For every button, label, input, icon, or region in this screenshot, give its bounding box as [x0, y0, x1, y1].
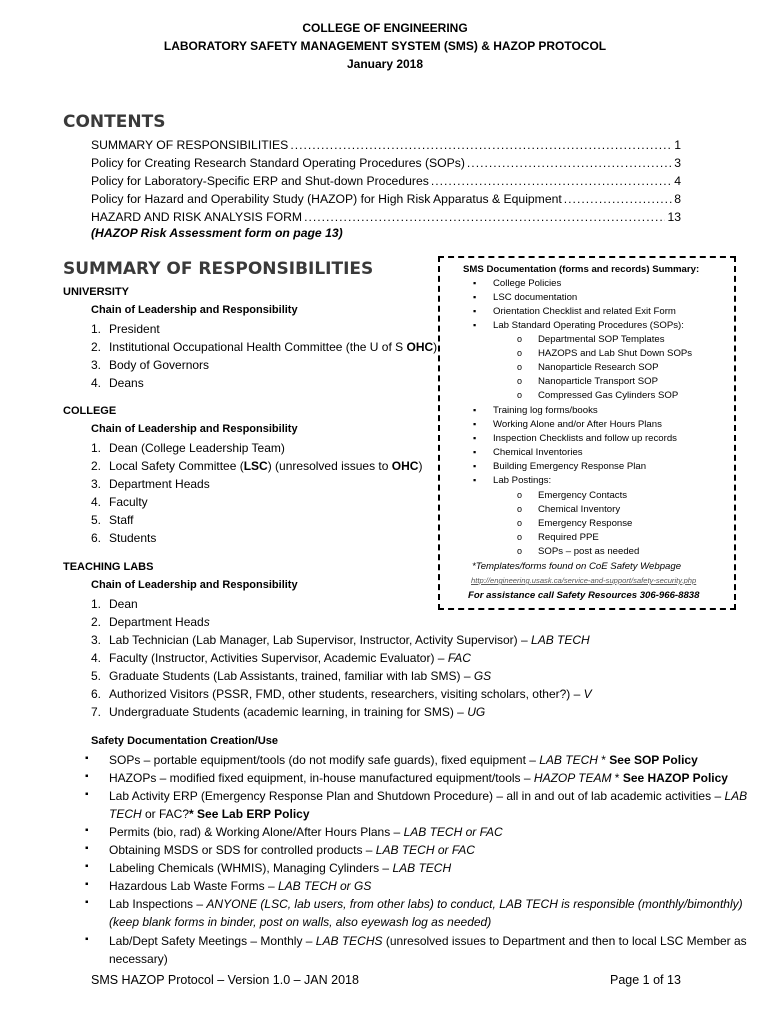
sms-box-item: ▪ College Policies [493, 278, 561, 289]
teaching-labs-label: TEACHING LABS [63, 561, 154, 573]
bullet-text: Lab Inspections – [109, 897, 207, 911]
toc-entry-page: 4 [674, 174, 681, 188]
bullet-text: Lab Activity ERP (Emergency Response Plan and Shutdown Procedure) – all in and out of lab academic activities – [109, 789, 725, 803]
list-number: 5. [91, 513, 102, 527]
toc-leader [467, 156, 672, 170]
list-item [109, 669, 491, 683]
doc-title-line2: LABORATORY SAFETY MANAGEMENT SYSTEM (SMS) & HAZOP PROTOCOL [163, 39, 607, 53]
list-item-text: Authorized Visitors (PSSR, FMD, other students, researchers, visiting scholars, other?) – [109, 687, 584, 701]
list-number: 2. [91, 615, 102, 629]
bullet-text: Lab/Dept Safety Meetings – Monthly – [109, 934, 316, 948]
safety-doc-bullet [109, 789, 747, 803]
role-abbrev: UG [467, 705, 486, 719]
list-item: Body of Governors [109, 358, 210, 372]
policy-reference: See SOP Policy [609, 753, 698, 767]
list-number: 6. [91, 687, 102, 701]
safety-doc-bullet [109, 879, 371, 893]
doc-date: January 2018 [346, 57, 424, 71]
list-number: 3. [91, 358, 102, 372]
toc-entry-title: Policy for Laboratory-Specific ERP and Shut-down Procedures [91, 174, 429, 188]
list-number: 2. [91, 459, 102, 473]
toc-entry[interactable] [91, 192, 681, 206]
list-item [109, 340, 437, 354]
bullet-italic-text: ANYONE (LSC, lab users, from other labs) to conduct, LAB TECH is responsible (monthly/bimonthly) [206, 897, 743, 911]
list-item: Dean [109, 597, 138, 611]
list-item-text: Local Safety Committee ( [109, 459, 244, 473]
sms-box-item: ▪ Inspection Checklists and follow up records [493, 433, 677, 444]
safety-doc-bullet [109, 934, 747, 948]
list-number: 7. [91, 705, 102, 719]
safety-doc-bullet-cont: (keep blank forms in binder, post on walls, also eyewash log as needed) [109, 915, 492, 929]
safety-webpage-link[interactable]: http://engineering.usask.ca/service-and-support/safety-security.php [471, 576, 697, 585]
policy-reference: See HAZOP Policy [622, 771, 728, 785]
sms-box-subitem: o Required PPE [538, 532, 599, 543]
list-number: 4. [91, 376, 102, 390]
assistance-contact: For assistance call Safety Resources 306-966-8838 [468, 590, 700, 601]
list-item [109, 651, 471, 665]
sms-box-subitem: o Nanoparticle Transport SOP [538, 376, 658, 387]
role-abbrev: LAB TECH or GS [277, 879, 372, 893]
list-item: President [109, 322, 160, 336]
list-item [109, 705, 485, 719]
list-item: Staff [109, 513, 134, 527]
summary-heading: SUMMARY OF RESPONSIBILITIES [63, 259, 374, 279]
list-item-text: Department Head [109, 615, 204, 629]
sms-box-subitem: o Emergency Contacts [538, 490, 627, 501]
list-number: 2. [91, 340, 102, 354]
bullet-text: HAZOPs – modified fixed equipment, in-house manufactured equipment/tools – [109, 771, 534, 785]
role-abbrev: LAB TECH [392, 861, 452, 875]
sms-box-item: ▪ Lab Standard Operating Procedures (SOPs): [493, 320, 684, 331]
sms-box-subitem: o HAZOPS and Lab Shut Down SOPs [538, 348, 692, 359]
safety-doc-bullet [109, 825, 503, 839]
role-abbrev: LAB TECH [531, 633, 590, 647]
list-item-text: Lab Technician (Lab Manager, Lab Supervisor, Instructor, Activity Supervisor) – [109, 633, 532, 647]
sms-box-subitem: o Departmental SOP Templates [538, 334, 665, 345]
list-item-text: Faculty (Instructor, Activities Supervisor, Academic Evaluator) – [109, 651, 448, 665]
role-abbrev: HAZOP TEAM [533, 771, 612, 785]
toc-entry-title: Policy for Creating Research Standard Operating Procedures (SOPs) [91, 156, 465, 170]
doc-title-line1: COLLEGE OF ENGINEERING [302, 21, 468, 35]
page-number: Page 1 of 13 [610, 973, 681, 987]
college-label: COLLEGE [63, 405, 117, 417]
safety-doc-bullet [109, 771, 728, 785]
role-abbrev: V [583, 687, 592, 701]
list-item: Dean (College Leadership Team) [109, 441, 285, 455]
bullet-text: (unresolved issues to Department and then to local LSC Member as [382, 934, 747, 948]
role-abbrev: LAB TECH or FAC [403, 825, 503, 839]
list-number: 5. [91, 669, 102, 683]
safety-doc-bullet [109, 753, 698, 767]
sms-box-item: ▪ Chemical Inventories [493, 447, 583, 458]
toc-entry[interactable] [91, 156, 681, 170]
list-number: 1. [91, 597, 102, 611]
ohc-abbrev: OHC [406, 340, 434, 354]
toc-entry-page: 1 [674, 138, 681, 152]
bullet-text: * [611, 771, 623, 785]
list-item: Deans [109, 376, 144, 390]
sms-box-item: ▪ Training log forms/books [493, 405, 598, 416]
toc-entry-title: Policy for Hazard and Operability Study (HAZOP) for High Risk Apparatus & Equipment [91, 192, 562, 206]
role-abbrev: LAB TECH or FAC [375, 843, 475, 857]
list-item [109, 687, 592, 701]
list-number: 4. [91, 651, 102, 665]
university-chain-title: Chain of Leadership and Responsibility [91, 304, 298, 316]
templates-note: *Templates/forms found on CoE Safety Webpage [472, 561, 682, 572]
toc-entry[interactable] [91, 174, 681, 188]
bullet-text: Labeling Chemicals (WHMIS), Managing Cylinders – [109, 861, 393, 875]
safety-doc-bullet-cont [109, 807, 310, 821]
list-item-text: Undergraduate Students (academic learning, in training for SMS) – [109, 705, 468, 719]
list-item [109, 459, 422, 473]
toc-leader [304, 210, 665, 224]
safety-doc-bullet-cont: necessary) [109, 952, 168, 966]
toc-leader [290, 138, 672, 152]
sms-box-subitem: o Compressed Gas Cylinders SOP [538, 390, 678, 401]
role-abbrev: LAB TECHS [315, 934, 383, 948]
list-item-close: ) [433, 340, 438, 354]
safety-doc-bullet [109, 861, 451, 875]
ohc-abbrev: OHC [391, 459, 419, 473]
role-abbrev: LAB TECH [539, 753, 598, 767]
toc-entry-page: 8 [674, 192, 681, 206]
list-item: Students [109, 531, 157, 545]
list-item-text: Institutional Occupational Health Committee (the U of S [109, 340, 407, 354]
list-item-italic: s [203, 615, 210, 629]
sms-box-title: SMS Documentation (forms and records) Summary: [463, 264, 700, 275]
toc-note: (HAZOP Risk Assessment form on page 13) [91, 226, 343, 240]
list-item-text: Graduate Students (Lab Assistants, trained, familiar with lab SMS) – [109, 669, 474, 683]
role-abbrev: LAB [724, 789, 748, 803]
bullet-text: Hazardous Lab Waste Forms – [109, 879, 278, 893]
bullet-text: or FAC? [141, 807, 190, 821]
sms-box-item: ▪ Working Alone and/or After Hours Plans [493, 419, 662, 430]
toc-entry-page: 13 [667, 210, 681, 224]
policy-reference: * See Lab ERP Policy [189, 807, 310, 821]
list-number: 6. [91, 531, 102, 545]
bullet-text: Obtaining MSDS or SDS for controlled products – [109, 843, 376, 857]
toc-entry-page: 3 [674, 156, 681, 170]
college-chain-title: Chain of Leadership and Responsibility [91, 423, 298, 435]
list-number: 1. [91, 322, 102, 336]
role-abbrev: GS [473, 669, 492, 683]
role-abbrev: FAC [447, 651, 471, 665]
list-number: 3. [91, 477, 102, 491]
list-item: Department Heads [109, 477, 210, 491]
university-label: UNIVERSITY [63, 286, 130, 298]
toc-leader [431, 174, 672, 188]
list-number: 1. [91, 441, 102, 455]
toc-leader [564, 192, 672, 206]
sms-box-subitem: o SOPs – post as needed [538, 546, 639, 557]
safety-doc-bullet [109, 897, 743, 911]
teaching-chain-title: Chain of Leadership and Responsibility [91, 579, 298, 591]
list-item-close: ) [418, 459, 423, 473]
sms-box-subitem: o Emergency Response [538, 518, 632, 529]
sms-box-item: ▪ Building Emergency Response Plan [493, 461, 646, 472]
bullet-text: Permits (bio, rad) & Working Alone/After Hours Plans – [109, 825, 404, 839]
list-item [109, 615, 210, 629]
list-item [109, 633, 590, 647]
bullet-text: * [597, 753, 610, 767]
list-number: 4. [91, 495, 102, 509]
sms-box-item: ▪ Orientation Checklist and related Exit Form [493, 306, 676, 317]
list-item-text: ) (unresolved issues to [267, 459, 392, 473]
toc-entry-title: HAZARD AND RISK ANALYSIS FORM [91, 210, 303, 224]
role-abbrev: TECH [109, 807, 142, 821]
sms-box-item: ▪ LSC documentation [493, 292, 577, 303]
footer-left: SMS HAZOP Protocol – Version 1.0 – JAN 2018 [91, 973, 359, 987]
list-item: Faculty [109, 495, 148, 509]
sms-box-subitem: o Nanoparticle Research SOP [538, 362, 659, 373]
list-number: 3. [91, 633, 102, 647]
safety-docs-heading: Safety Documentation Creation/Use [91, 735, 279, 747]
toc-entry[interactable] [91, 138, 681, 152]
sms-box-item: ▪ Lab Postings: [493, 475, 551, 486]
contents-heading: CONTENTS [63, 112, 166, 132]
toc-entry[interactable] [91, 210, 681, 224]
lsc-abbrev: LSC [243, 459, 268, 473]
toc-entry-title: SUMMARY OF RESPONSIBILITIES [91, 138, 289, 152]
sms-box-subitem: o Chemical Inventory [538, 504, 620, 515]
safety-doc-bullet [109, 843, 475, 857]
bullet-text: SOPs – portable equipment/tools (do not modify safe guards), fixed equipment – [109, 753, 540, 767]
